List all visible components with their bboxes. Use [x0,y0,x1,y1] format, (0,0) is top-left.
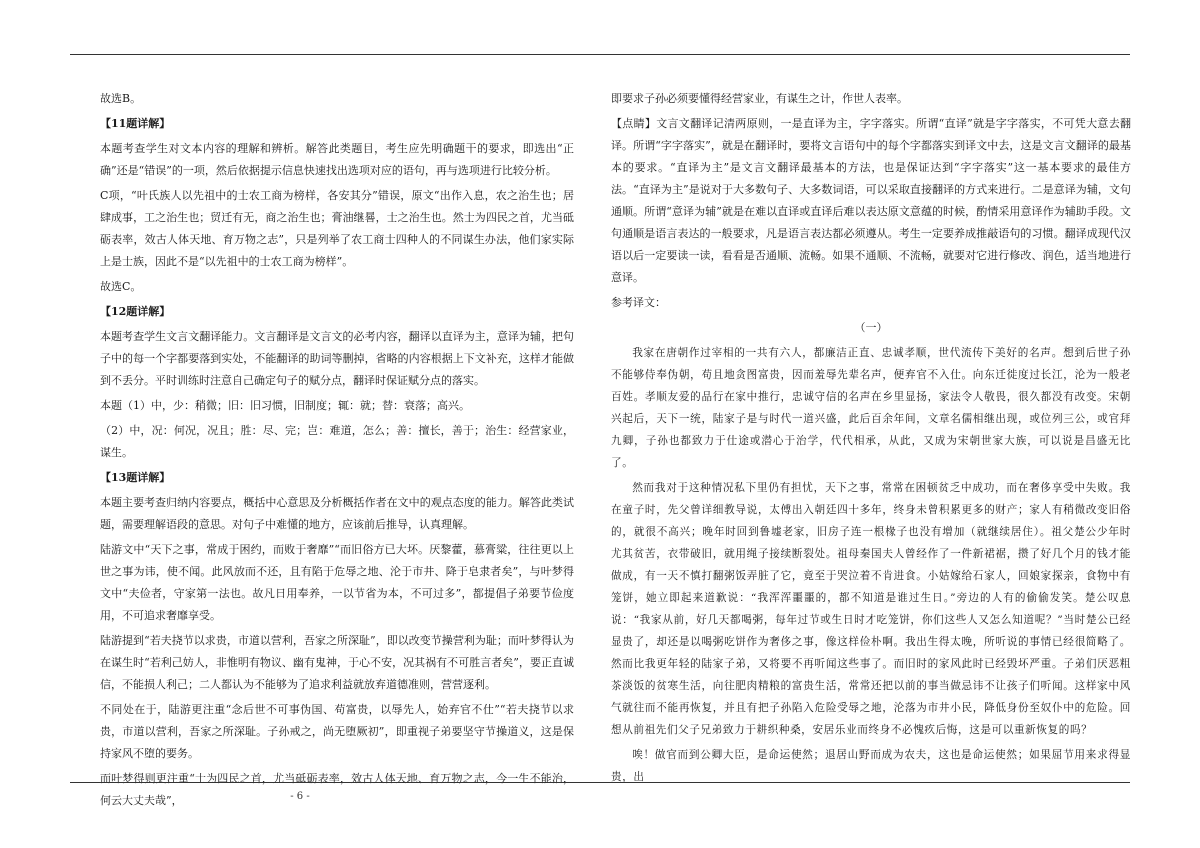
paragraph: 本题（1）中，少：稍微；旧：旧习惯，旧制度；辄：就；替：衰落；高兴。 [100,399,470,412]
paragraph: （一） [854,321,888,334]
paragraph: 陆游文中“天下之事，常成于困约，而败于奢靡”“而旧俗方已大坏。厌黎藿，慕膏粱，往往更以上世之事为讳，使不闻。此风放而不还，且有陷于危辱之地、沦于市井、降于皂隶者矣”，与叶梦得文中“夫俭者，守家第一法也。故凡日用奉养，一以节省为本，不可过多”，都提倡子弟要节俭度用，不可追求奢靡享受。 [100,543,574,622]
section-heading: 【12题详解】 [100,305,171,318]
paragraph: 陆游提到“若夫挠节以求贵，市道以营利，吾家之所深耻”，即以改变节操营利为耻；而叶梦得认为在谋生时“若利己妨人，非惟明有物议、幽有鬼神，于心不安，况其祸有不可胜言者矣”，要正直诚信，不能损人利己；二人都认为不能够为了追求利益就放弃道德准则，营营逐利。 [100,634,574,691]
page-number: - 6 - [290,791,310,802]
right-column [611,88,1131,791]
section-heading: 【11题详解】 [100,117,171,130]
paragraph: 本题考查学生文言文翻译能力。文言翻译是文言文的必考内容，翻译以直译为主，意译为辅，把句子中的每一个字都要落到实处，不能翻译的助词等删掉，省略的内容根据上下文补充，这样才能做到不丢分。平时训练时注意自己确定句子的赋分点，翻译时保证赋分点的落实。 [100,330,574,387]
paragraph: 唉！做官而到公卿大臣，是命运使然；退居山野而成为农夫，这也是命运使然；如果屈节用来求得显贵，出 [611,749,1131,783]
paragraph: 【点睛】文言文翻译记清两原则，一是直译为主，字字落实。所谓“直译”就是字字落实，不可凭大意去翻译。所谓“字字落实”，就是在翻译时，要将文言语句中的每个字都落实到译文中去，这是文言文翻译的最基本的要求。“直译为主”是文言文翻译最基本的方法，也是保证达到“字字落实”这一基本要求的最佳方法。“直译为主”是说对于大多数句子、大多数词语，可以采取直接翻译的方式来进行。二是意译为辅，文句通顺。所谓“意译为辅”就是在难以直译或直译后难以表达原文意蕴的时候，酌情采用意译作为辅助手段。文句通顺是语言表达的一般要求，凡是语言表达都必须遵从。考生一定要养成推敲语句的习惯。翻译成现代汉语以后一定要读一读，看看是否通顺、流畅。如果不通顺、不流畅，就要对它进行修改、润色，适当地进行意译。 [611,117,1131,284]
paragraph: 故选B。 [100,92,142,105]
top-rule [70,54,1130,55]
paragraph: 我家在唐朝作过宰相的一共有六人，都廉洁正直、忠诚孝顺，世代流传下美好的名声。想到后世子孙不能够侍奉伪朝，苟且地贪图富贵，因而羞辱先辈名声，便弃官不入仕。向东迁徙度过长江，沦为一般老百姓。孝顺友爱的品行在家中推行，忠诚守信的名声在乡里显扬，家法令人敬畏，很久都没有改变。宋朝兴起后，天下一统，陆家子是与时代一道兴盛，此后百余年间，文章名儒相继出现，或位列三公，或官拜九卿，子孙也都致力于仕途或潜心于治学，代代相承，从此，又成为宋朝世家大族，可以说是昌盛无比了。 [611,347,1131,469]
paragraph: 参考译文： [611,296,666,309]
paragraph: 而叶梦得则更注重“士为四民之首，尤当砥砺表率，效古人体天地、育万物之志，今一生不能治，何云大丈夫哉”， [100,772,574,807]
paragraph: C项，“叶氏族人以先祖中的士农工商为榜样，各安其分”错误，原文“出作入息，农之治生也；居肆成事，工之治生也；贸迁有无，商之治生也；膏油继晷，士之治生也。然士为四民之首，尤当砥砺表率，效古人体天地、育万物之志”，只是列举了农工商士四种人的不同谋生办法，他们家实际上是士族，因此不是“以先祖中的士农工商为榜样”。 [100,189,574,268]
paragraph: （2）中，况：何况，况且；胜：尽、完；岂：难道，怎么；善：擅长，善于；治生：经营家业，谋生。 [100,424,574,459]
paragraph: 本题主要考查归纳内容要点，概括中心意思及分析概括作者在文中的观点态度的能力。解答此类试题，需要理解语段的意思。对句子中难懂的地方，应该前后推导，认真理解。 [100,496,574,531]
paragraph: 不同处在于，陆游更注重“念后世不可事伪国、苟富贵，以辱先人，始弃官不仕”“若夫挠节以求贵，市道以营利，吾家之所深耻。子孙戒之，尚无堕厥初”，即重视子弟要坚守节操道义，这是保持家风不堕的要务。 [100,703,574,760]
bottom-rule [70,782,1130,783]
left-column [100,88,574,815]
paragraph: 本题考查学生对文本内容的理解和辨析。解答此类题目，考生应先明确题干的要求，即选出“正确”还是“错误”的一项，然后依据提示信息快速找出选项对应的语句，再与选项进行比较分析。 [100,142,574,177]
paragraph: 故选C。 [100,280,142,293]
section-heading: 【13题详解】 [100,471,171,484]
paragraph: 即要求子孙必须要懂得经营家业，有谋生之计，作世人表率。 [611,92,908,105]
paragraph: 然而我对于这种情况私下里仍有担忧，天下之事，常常在困顿贫乏中成功，而在奢侈享受中失败。我在童子时，先父曾详细教导说，太傅出入朝廷四十多年，终身未曾积累更多的财产；家人有稍微改变旧俗的，就很不高兴；晚年时回到鲁墟老家，旧房子连一根椽子也没有增加（就继续居住）。祖父楚公少年时尤其贫苦，衣带破旧，就用绳子接续断裂处。祖母秦国夫人曾经作了一件新裙裾，攒了好几个月的钱才能做成，有一天不慎打翻粥饭弄脏了它，竟至于哭泣着不肯进食。小姑嫁给石家人，回娘家探亲，食物中有笼饼，她立即起来道歉说：“我浑浑噩噩的，都不知道是谁过生日。”旁边的人有的偷偷发笑。楚公叹息说：“我家从前，好几天都喝粥，每年过节或生日时才吃笼饼，你们这些人又怎么知道呢？”当时楚公已经显贵了，却还是以喝粥吃饼作为奢侈之事，像这样俭朴啊。我出生得太晚，所听说的事情已经很简略了。然而比我更年轻的陆家子弟，又将要不再听闻这些事了。而旧时的家风此时已经毁坏严重。子弟们厌恶粗茶淡饭的贫寒生活，向往肥肉精粮的富贵生活，常常还把以前的事当做忌讳不让孩子们听闻。这样家中风气就往而不能再恢复，并且有把子孙陷入危险受辱之地，沦落为市井小民，降低身份至奴仆中的危险。回想从前祖先们父子兄弟致力于耕织种桑，安居乐业而终身不必愧疚后悔，这是可以重新恢复的吗？ [611,482,1131,736]
